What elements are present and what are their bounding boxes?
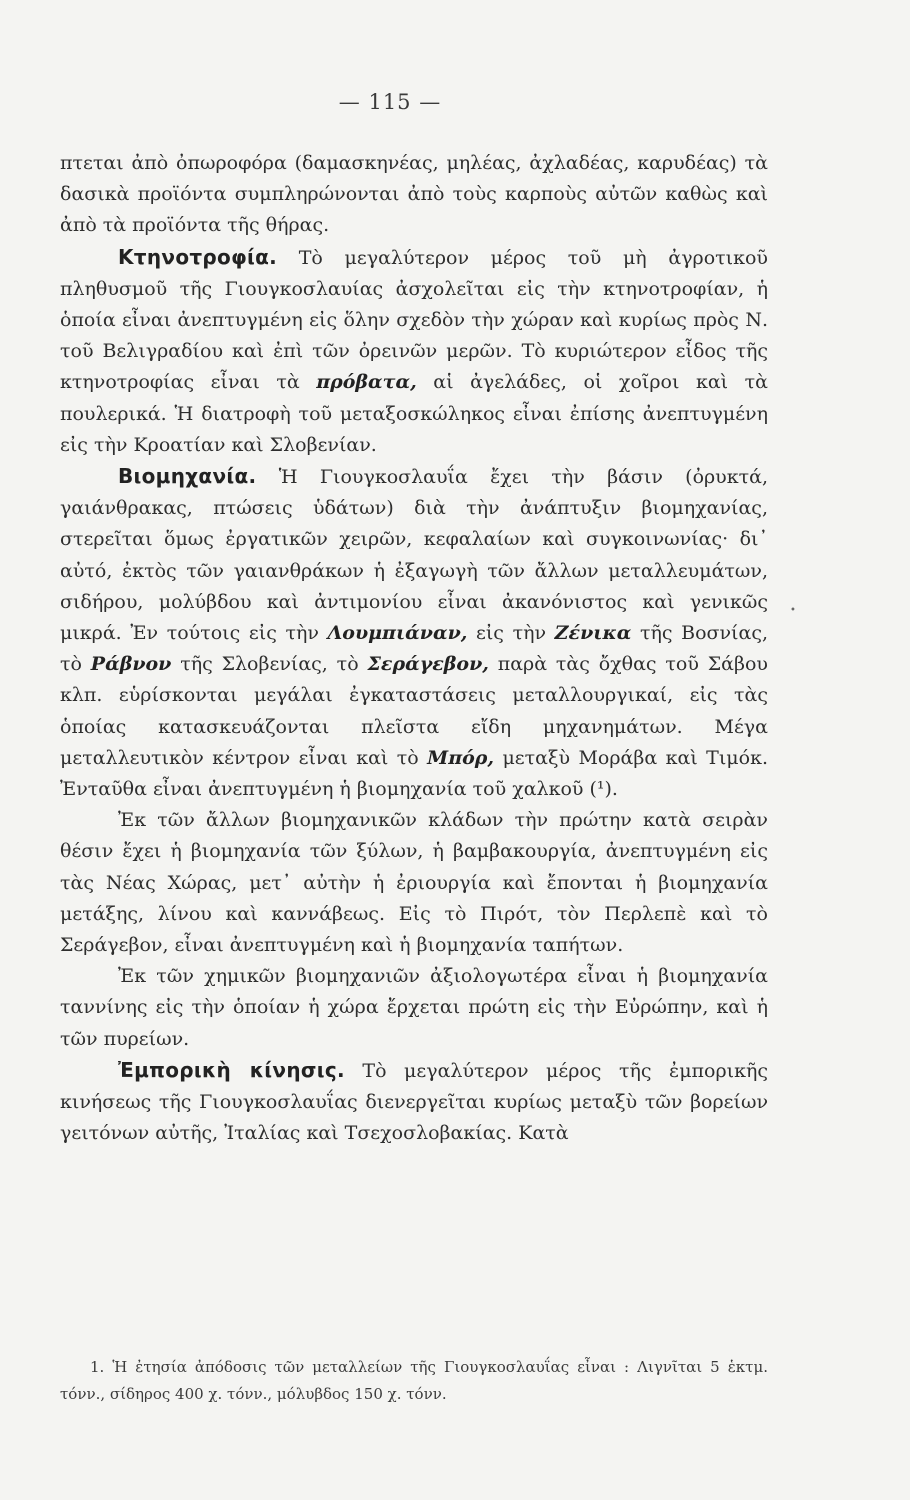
emphasis-term: πρόβατα, xyxy=(316,371,417,394)
paragraph-commerce xyxy=(60,1055,768,1150)
place-name: Σεράγεβον, xyxy=(367,653,489,676)
paragraph-text: Τὸ μεγαλύτερον μέρος τοῦ μὴ ἀγροτικοῦ πληθυσμοῦ τῆς Γιουγκοσλαυίας ἀσχολεῖται εἰς τὴν κτηνοτροφίαν, ἡ ὁποία εἶναι ἀνεπτυγμένη εἰς ὅλην σχεδὸν τὴν χώραν καὶ κυρίως πρὸς Ν. τοῦ Βελιγραδίου καὶ ἐπὶ τῶν ὀρεινῶν μερῶν. Τὸ κυριώτερον εἶδος τῆς κτηνοτροφίας εἶναι τὰ xyxy=(60,246,768,394)
paragraph-text: παρὰ τὰς ὄχθας τοῦ Σάβου κλπ. εὑρίσκονται μεγάλαι ἐγκαταστάσεις μεταλλουργικαί, εἰς τὰς ὁποίας κατασκευάζονται πλεῖστα εἴδη μηχανημάτων. Μέγα μεταλλευτικὸν κέντρον εἶναι καὶ τὸ xyxy=(60,653,768,769)
print-speck: • xyxy=(790,605,796,616)
footnotes xyxy=(60,1354,768,1408)
footnote: 1. Ἡ ἐτησία ἀπόδοσις τῶν μεταλλείων τῆς Γιουγκοσλαυΐας εἶναι : Λιγνῖται 5 ἑκτμ. τόνν., σίδηρος 400 χ. τόνν., μόλυβδος 150 χ. τόνν. xyxy=(60,1358,768,1403)
section-heading-livestock: Κτηνοτροφία. xyxy=(118,244,278,269)
place-name: Ζένικα xyxy=(554,622,632,645)
paragraph-other-industries: Ἐκ τῶν ἄλλων βιομηχανικῶν κλάδων τὴν πρώτην κατὰ σειρὰν θέσιν ἔχει ἡ βιομηχανία τῶν ξύλων, ἡ βαμβακουργία, ἀνεπτυγμένη εἰς τὰς Νέας Χώρας, μετ᾽ αὐτὴν ἡ ἐριουργία καὶ ἔπονται ἡ βιομηχανία μετάξης, λίνου καὶ καννάβεως. Εἰς τὸ Πιρότ, τὸν Περλεπὲ καὶ τὸ Σεράγεβον, εἶναι ἀνεπτυγμένη καὶ ἡ βιομηχανία ταπήτων. xyxy=(60,809,768,957)
paragraph-forestry-continued: πτεται ἀπὸ ὀπωροφόρα (δαμασκηνέας, μηλέας, ἀχλαδέας, καρυδέας) τὰ δασικὰ προϊόντα συμπληρώνονται ἀπὸ τοὺς καρποὺς αὐτῶν καθὼς καὶ ἀπὸ τὰ προϊόντα τῆς θήρας. xyxy=(60,152,768,237)
paragraph-text: εἰς τὴν xyxy=(467,622,555,645)
place-name: Ράβνον xyxy=(90,653,172,676)
section-heading-industry: Βιομηχανία. xyxy=(118,464,257,489)
paragraph-chemical-industries: Ἐκ τῶν χημικῶν βιομηχανιῶν ἀξιολογωτέρα εἶναι ἡ βιομηχανία ταννίνης εἰς τὴν ὁποίαν ἡ χώρα ἔρχεται πρώτη εἰς τὴν Εὐρώπην, καὶ ἡ τῶν πυρείων. xyxy=(60,965,768,1050)
place-name: Λουμπιάναν, xyxy=(327,622,468,645)
body-text xyxy=(60,148,768,1150)
paragraph-text: τῆς Σλοβενίας, τὸ xyxy=(171,653,368,676)
paragraph-text: τῆς Βοσνίας, τὸ xyxy=(60,622,769,676)
paragraph-text: αἱ ἀγελάδες, οἱ χοῖροι καὶ τὰ πουλερικά. Ἡ διατροφὴ τοῦ μεταξοσκώληκος εἶναι ἐπίσης ἀνεπτυγμένη εἰς τὴν Κροατίαν καὶ Σλοβενίαν. xyxy=(60,371,768,456)
paragraph-industry xyxy=(60,461,768,805)
page-number: — 115 — xyxy=(338,90,442,114)
paragraph-text: Ἡ Γιουγκοσλαυΐα ἔχει τὴν βάσιν (ὀρυκτά, γαιάνθρακας, πτώσεις ὑδάτων) διὰ τὴν ἀνάπτυξιν βιομηχανίας, στερεῖται ὅμως ἐργατικῶν χειρῶν, κεφαλαίων καὶ συγκοινωνίας· δι᾽ αὐτό, ἐκτὸς τῶν γαιανθράκων ἡ ἐξαγωγὴ τῶν ἄλλων μεταλλευμάτων, σιδήρου, μολύβδου καὶ ἀντιμονίου εἶναι ἀκανόνιστος καὶ γενικῶς μικρά. Ἐν τούτοις εἰς τὴν xyxy=(60,466,768,645)
place-name: Μπόρ, xyxy=(427,746,495,769)
section-heading-commerce: Ἐμπορικὴ κίνησις. xyxy=(118,1057,345,1082)
paragraph-livestock xyxy=(60,242,768,461)
paragraph-text: Τὸ μεγαλύτερον μέρος τῆς ἐμπορικῆς κινήσεως τῆς Γιουγκοσλαυΐας διενεργεῖται κυρίως μεταξὺ τῶν βορείων γειτόνων αὐτῆς, Ἰταλίας καὶ Τσεχοσλοβακίας. Κατὰ xyxy=(60,1059,768,1145)
paragraph-text: μεταξὺ Μοράβα καὶ Τιμόκ. Ἐνταῦθα εἶναι ἀνεπτυγμένη ἡ βιομηχανία τοῦ χαλκοῦ (¹). xyxy=(60,746,768,801)
